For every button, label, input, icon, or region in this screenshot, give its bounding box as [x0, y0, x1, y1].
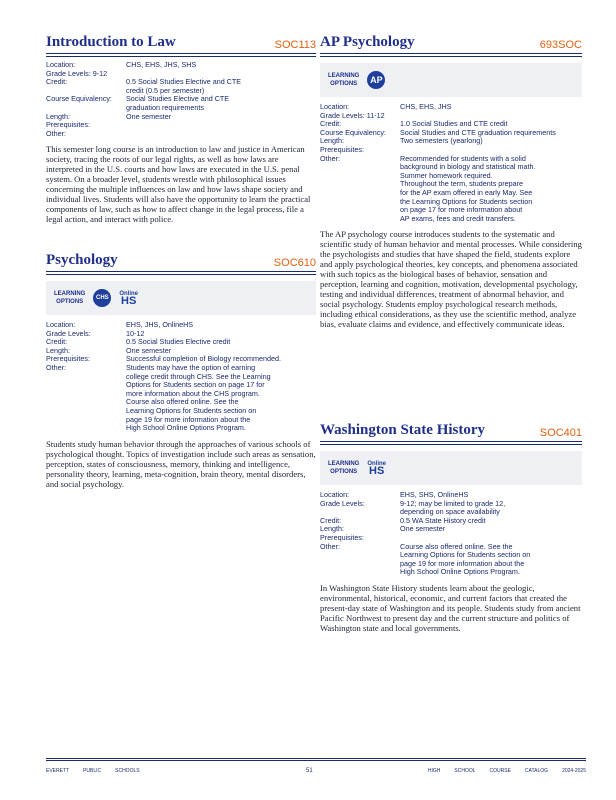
fact-value: Successful completion of Biology recommended. [126, 354, 282, 364]
fact-label: Location: [46, 60, 76, 69]
learning-options-label: LEARNING OPTIONS [328, 461, 360, 475]
fact-label: Grade Levels: 9-12 [46, 68, 108, 78]
ap-badge-icon: AP [367, 71, 385, 89]
fact-label: Prerequisites: [46, 120, 90, 130]
fact-value: Students may have the option of earning college credit through CHS. See the Learning Options for Students section on page 17 for more information about the CHS program. Course also offered online. See the Learning Options for Students section on page 19 for more information about the High School Online Options Program. [126, 362, 271, 433]
footer-word: COURSE [489, 768, 511, 774]
fact-value: One semester [126, 111, 172, 121]
fact-label: Course Equivalency: [46, 94, 112, 104]
course-facts [320, 103, 582, 223]
fact-label: Location: [320, 490, 350, 499]
footer-word: SCHOOL [454, 768, 476, 774]
course-header [320, 34, 582, 54]
page-number: 51 [306, 768, 313, 774]
footer-word: EVERETT [46, 768, 70, 774]
fact-value: Social Studies and CTE graduation requirements [400, 127, 556, 137]
fact-label: Credit: [320, 515, 342, 525]
footer-right [428, 768, 586, 774]
course-header [320, 422, 582, 442]
online-hs-top: Online [119, 291, 139, 297]
learning-options-label: LEARNING OPTIONS [328, 73, 360, 87]
fact-value: EHS, JHS, OnlineHS [126, 320, 194, 329]
learning-options-label: LEARNING OPTIONS [54, 291, 86, 305]
page-footer [46, 758, 586, 774]
footer-rule [46, 760, 586, 761]
footer-word: HIGH [427, 768, 441, 774]
course-title: Introduction to Law [46, 34, 176, 50]
fact-label: Credit: [46, 337, 68, 347]
chs-badge-icon: CHS [93, 289, 111, 307]
course-title: Psychology [46, 252, 118, 268]
course-description: In Washington State History students learn about the geologic, environmental, historical, economic, and current factors that created the present-day state of Washington and its people. Students study from ancient Pacific Northwest to present day and the current structure and politics of Washington state and local governments. [320, 582, 581, 633]
fact-row [46, 95, 316, 112]
fact-value: EHS, SHS, OnlineHS [400, 490, 469, 499]
course-code: SOC113 [274, 39, 316, 51]
course-description: Students study human behavior through the approaches of various schools of psychological thought. Topics of investigation include such areas as sensation, perception, states of consciousness, memory, thinking and intelligence, personality theory, learning, meta-cognition, brain theory, mental disorders, and social psychology. [46, 438, 316, 489]
fact-label: Credit: [320, 119, 342, 129]
fact-value: Recommended for students with a solid background in biology and statistical math. Summer homework required. Throughout the term, students prepare for the AP exam offered in early May. See the Learning Options for Students section on page 17 for more information about AP exams, fees and credit transfers. [400, 153, 536, 223]
fact-row [46, 130, 316, 139]
divider [320, 56, 582, 57]
fact-label: Length: [46, 111, 70, 121]
fact-row [320, 543, 582, 577]
learning-options-panel [320, 63, 582, 97]
course-title: Washington State History [320, 422, 486, 438]
fact-value: 0.5 Social Studies Elective and CTE credit (0.5 per semester) [126, 77, 242, 95]
fact-label: Location: [320, 102, 350, 111]
fact-label: Other: [46, 362, 66, 372]
course-facts [320, 491, 582, 577]
fact-value: 0.5 WA State History credit [400, 515, 486, 525]
fact-row [320, 500, 582, 517]
course-law [46, 34, 316, 224]
course-header [46, 34, 316, 54]
fact-label: Length: [320, 136, 344, 146]
fact-label: Prerequisites: [320, 144, 364, 154]
learning-options-panel [46, 281, 316, 315]
online-hs-icon [367, 461, 386, 475]
fact-row [46, 78, 316, 95]
fact-label: Other: [46, 128, 66, 138]
fact-row [46, 121, 316, 130]
footer-word: SCHOOLS [115, 768, 140, 774]
fact-row [46, 338, 316, 347]
course-code: SOC610 [273, 257, 316, 269]
fact-value [126, 121, 316, 130]
course-wa-history [320, 422, 582, 633]
fact-row [320, 155, 582, 224]
fact-value [126, 130, 316, 139]
fact-label: Other: [320, 541, 340, 551]
online-hs-bottom: HS [369, 465, 385, 477]
online-hs-bottom: HS [121, 295, 137, 307]
fact-value: 9-12; may be limited to grade 12, depending on space availability [400, 498, 506, 517]
fact-label: Grade Levels: 11-12 [320, 110, 385, 120]
course-description: The AP psychology course introduces students to the systematic and scientific study of human behavior and mental processes. While considering the psychologists and studies that have shaped the field, students explore and apply psychological theories, key concepts, and phenomena associated with such topics as the biological bases of behavior, sensation and perception, learning and cognition, motivation, developmental psychology, testing and individual differences, treatment of abnormal behavior, and social psychology. Students employ psychological research methods, including ethical considerations, as they use the scientific method, analyze bias, evaluate claims and evidence, and effectively communicate ideas. [320, 229, 582, 330]
footer-word: PUBLIC [83, 768, 102, 774]
fact-value: Course also offered online. See the Learning Options for Students section on page 19 for more information about the High School Online Options Program. [400, 541, 531, 577]
fact-value: 1.0 Social Studies and CTE credit [400, 119, 508, 129]
course-code: 693SOC [539, 39, 582, 51]
footer-rule [46, 758, 586, 759]
learning-options-panel [320, 451, 582, 485]
fact-label: Course Equivalency: [320, 127, 386, 137]
course-facts [46, 321, 316, 433]
footer-row [46, 768, 586, 774]
fact-value: CHS, EHS, JHS [400, 102, 452, 111]
fact-label: Grade Levels: [320, 498, 365, 508]
fact-label: Length: [320, 524, 344, 534]
fact-row [46, 364, 316, 433]
fact-value: Social Studies Elective and CTE graduation requirements [126, 94, 230, 112]
fact-label: Other: [320, 153, 340, 163]
course-facts [46, 61, 316, 138]
online-hs-icon [119, 291, 138, 305]
fact-label: Grade Levels: [46, 328, 91, 338]
course-description: This semester long course is an introduction to law and justice in American society, tracing the roots of our legal rights, as well as how laws are interpreted in the U.S. courts and how laws are executed in the U.S. penal system. On a broader level, students wrestle with philosophical issues concerning the multiple influences on law and how laws shape society and individual lives. Students will also have the opportunity to learn the practical components of law, such as how to affect change in the legal process, file a legal action, and interact with police. [46, 144, 311, 225]
divider [320, 444, 582, 445]
course-psychology [46, 252, 316, 489]
fact-value: Two semesters (yearlong) [400, 136, 483, 146]
fact-label: Prerequisites: [320, 532, 364, 542]
divider [46, 56, 316, 57]
fact-value: 0.5 Social Studies Elective credit [126, 337, 231, 347]
course-header [46, 252, 316, 272]
fact-label: Prerequisites: [46, 354, 90, 364]
course-code: SOC401 [539, 427, 582, 439]
footer-left [46, 768, 140, 774]
footer-word: 2024-2025 [562, 768, 586, 774]
course-title: AP Psychology [320, 34, 415, 50]
online-hs-top: Online [367, 461, 387, 467]
divider [46, 274, 316, 275]
footer-word: CATALOG [524, 768, 549, 774]
fact-label: Length: [46, 345, 70, 355]
fact-value: CHS, EHS, JHS, SHS [126, 60, 197, 69]
fact-label: Credit: [46, 77, 68, 87]
course-ap-psychology [320, 34, 582, 329]
fact-value: One semester [400, 524, 446, 534]
fact-value: One semester [126, 345, 172, 355]
fact-value: 10-12 [126, 328, 145, 338]
fact-label: Location: [46, 320, 76, 329]
fact-row [320, 517, 582, 526]
